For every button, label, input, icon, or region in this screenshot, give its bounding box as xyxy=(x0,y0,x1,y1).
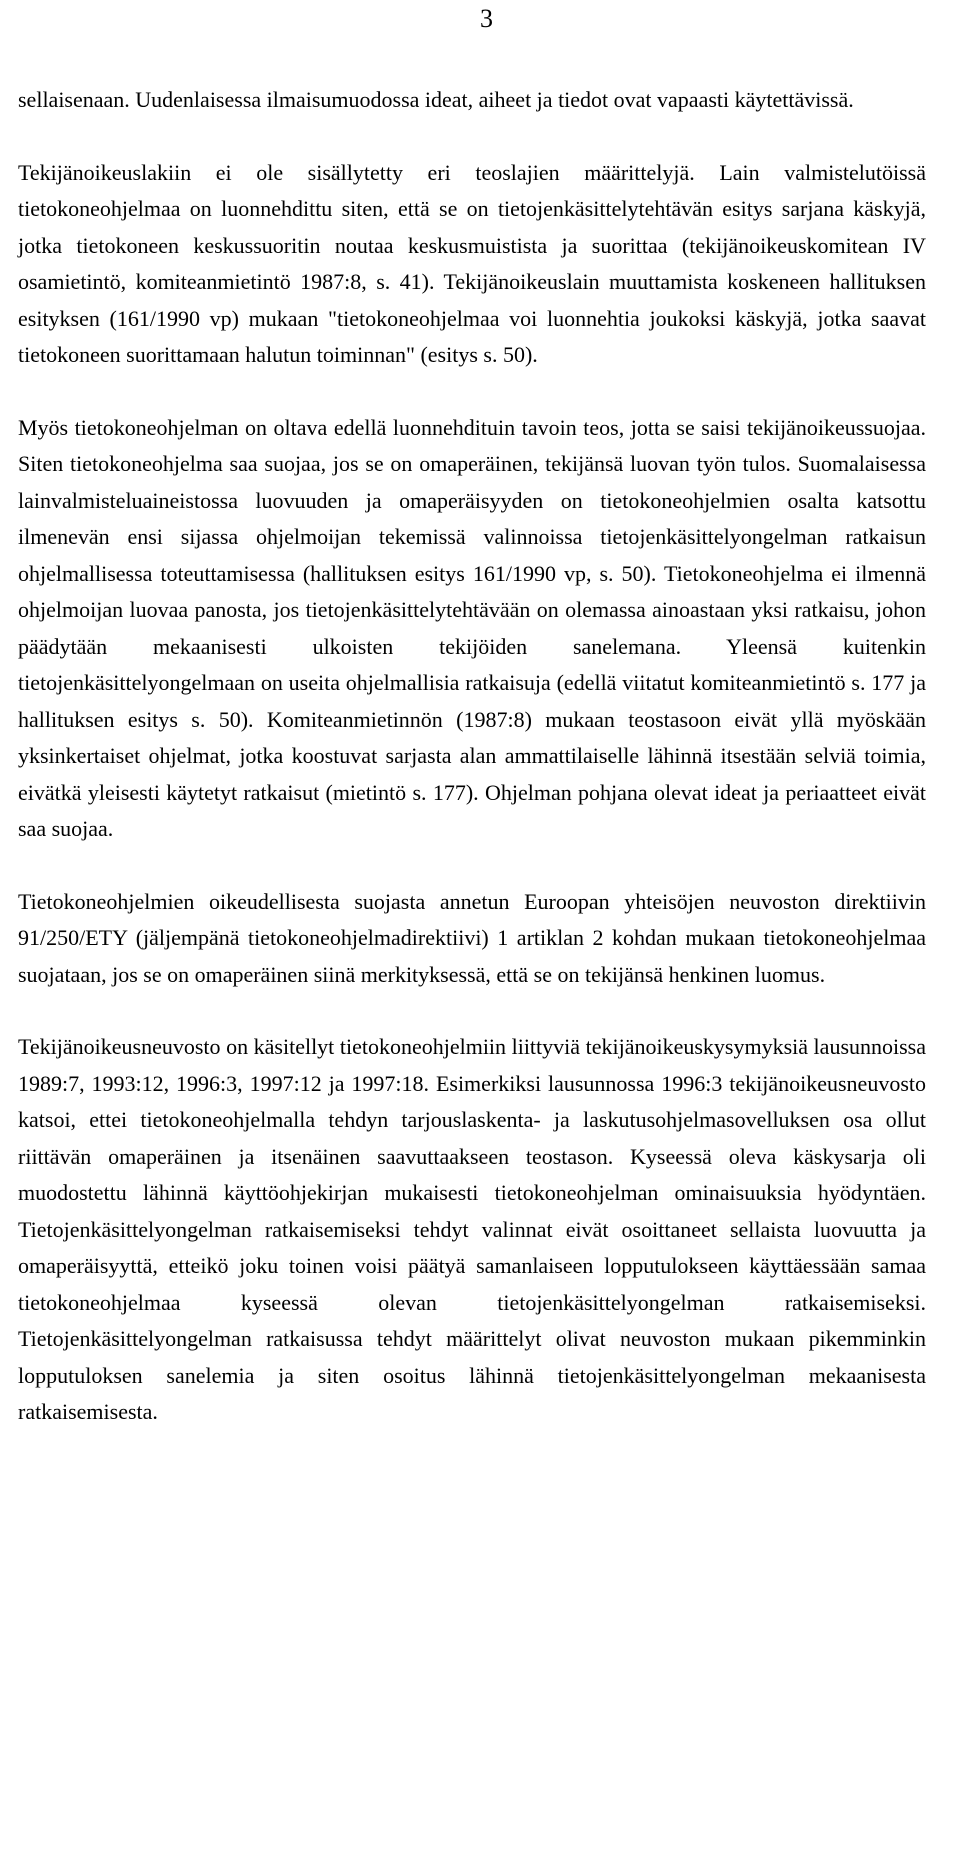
document-body xyxy=(18,82,926,1431)
paragraph: Tietokoneohjelmien oikeudellisesta suojasta annetun Euroopan yhteisöjen neuvoston direktiivin 91/250/ETY (jäljempänä tietokoneohjelmadirektiivi) 1 artiklan 2 kohdan mukaan tietokoneohjelmaa suojataan, jos se on omaperäinen siinä merkityksessä, että se on tekijänsä henkinen luomus. xyxy=(18,888,926,987)
paragraph: Tekijänoikeuslakiin ei ole sisällytetty eri teoslajien määrittelyjä. Lain valmistelutöissä tietokoneohjelmaa on luonnehdittu siten, että se on tietojenkäsittelytehtävän esitys sarjana käskyjä, jotka tietokoneen keskussuoritin noutaa keskusmuistista ja suorittaa (tekijänoikeuskomitean IV osamietintö, komiteanmietintö 1987:8, s. 41). Tekijänoikeuslain muuttamista koskeneen hallituksen esityksen (161/1990 vp) mukaan "tietokoneohjelmaa voi luonnehtia joukoksi käskyjä, jotka saavat tietokoneen suorittamaan halutun toiminnan" (esitys s. 50). xyxy=(18,159,926,367)
paragraph: Tekijänoikeusneuvosto on käsitellyt tietokoneohjelmiin liittyviä tekijänoikeuskysymyksiä lausunnoissa 1989:7, 1993:12, 1996:3, 1997:12 ja 1997:18. Esimerkiksi lausunnossa 1996:3 tekijänoikeusneuvosto katsoi, ettei tietokoneohjelmalla tehdyn tarjouslaskenta- ja laskutusohjelmasovelluksen osa ollut riittävän omaperäinen ja itsenäinen saavuttaakseen teostason. Kyseessä oleva käskysarja oli muodostettu lähinnä käyttöohjekirjan mukaisesti tietokoneohjelman ominaisuuksia hyödyntäen. Tietojenkäsittelyongelman ratkaisemiseksi tehdyt valinnat eivät osoittaneet sellaista luovuutta ja omaperäisyyttä, etteikö joku toinen voisi päätyä samanlaiseen lopputulokseen käyttäessään samaa tietokoneohjelmaa kyseessä olevan tietojenkäsittelyongelman ratkaisemiseksi. Tietojenkäsittelyongelman ratkaisussa tehdyt määrittelyt olivat neuvoston mukaan pikemminkin lopputuloksen sanelemia ja siten osoitus lähinnä tietojenkäsittelyongelman mekaanisesta ratkaisemisesta. xyxy=(18,1034,926,1424)
paragraph: Myös tietokoneohjelman on oltava edellä luonnehdituin tavoin teos, jotta se saisi tekijänoikeussuojaa. Siten tietokoneohjelma saa suojaa, jos se on omaperäinen, tekijänsä luovan työn tulos. Suomalaisessa lainvalmisteluaineistossa luovuuden ja omaperäisyyden on tietokoneohjelmien osalta katsottu ilmenevän ensi sijassa ohjelmoijan tekemissä valinnoissa tietojenkäsittelyongelman ratkaisun ohjelmallisessa toteuttamisessa (hallituksen esitys 161/1990 vp, s. 50). Tietokoneohjelma ei ilmennä ohjelmoijan luovaa panosta, jos tietojenkäsittelytehtävään on olemassa ainoastaan yksi ratkaisu, johon päädytään mekaanisesti ulkoisten tekijöiden sanelemana. Yleensä kuitenkin tietojenkäsittelyongelmaan on useita ohjelmallisia ratkaisuja (edellä viitatut komiteanmietintö s. 177 ja hallituksen esitys s. 50). Komiteanmietinnön (1987:8) mukaan teostasoon eivät yllä myöskään yksinkertaiset ohjelmat, jotka koostuvat sarjasta alan ammattilaiselle lähinnä itsestään selviä toimia, eivätkä yleisesti käytetyt ratkaisut (mietintö s. 177). Ohjelman pohjana olevat ideat ja periaatteet eivät saa suojaa. xyxy=(18,414,926,841)
page-number: 3 xyxy=(480,4,493,33)
paragraph: sellaisenaan. Uudenlaisessa ilmaisumuodossa ideat, aiheet ja tiedot ovat vapaasti käytettävissä. xyxy=(18,87,854,112)
